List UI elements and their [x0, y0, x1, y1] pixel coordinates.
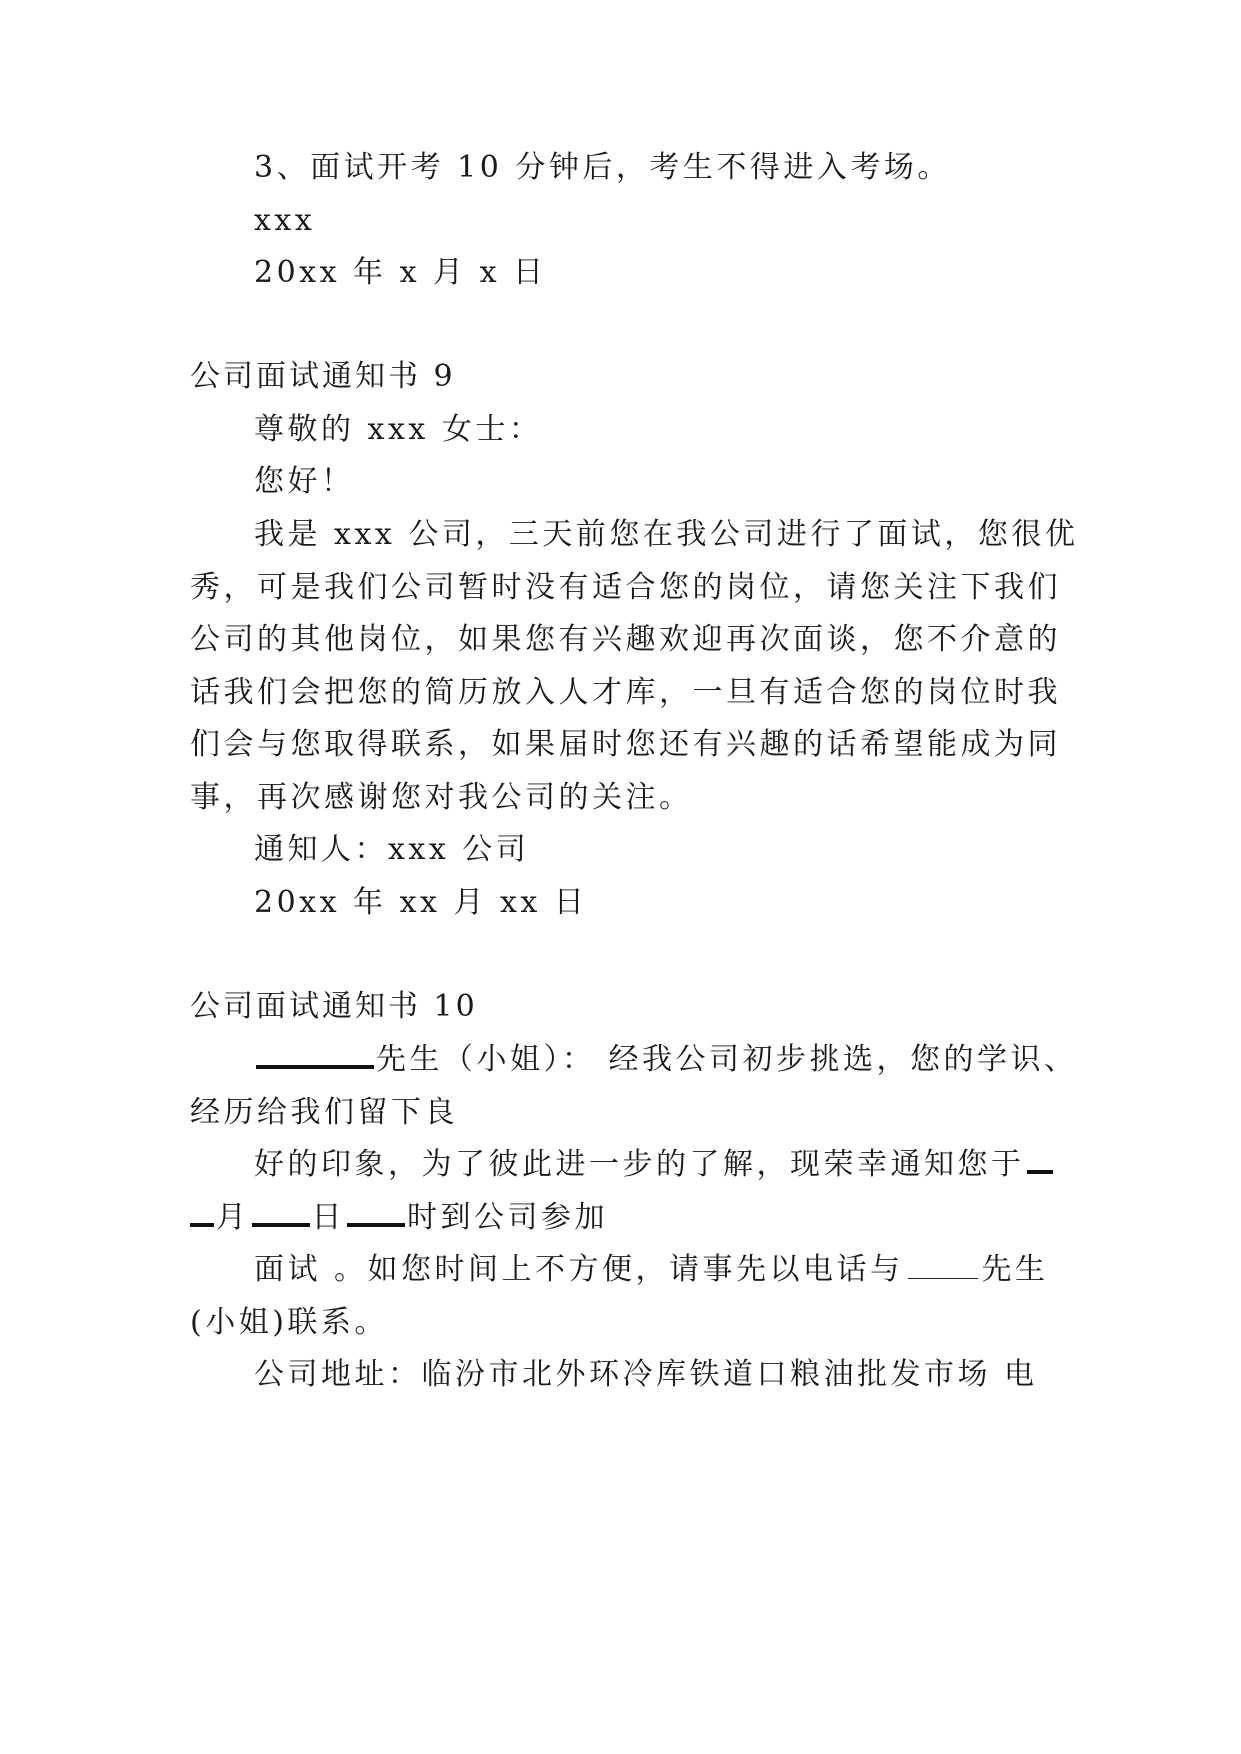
body-line-5: 们会与您取得联系，如果届时您还有兴趣的话希望能成为同: [190, 727, 1061, 762]
signature-name: xxx: [254, 203, 316, 238]
body10-line-3: [190, 1145, 1116, 1185]
day-label: 日: [311, 1200, 345, 1235]
month-blank-start: [1027, 1146, 1053, 1174]
name-blank: [256, 1041, 374, 1069]
month-blank-end: [190, 1199, 214, 1227]
section-title-10: 公司面试通知书 10: [190, 989, 478, 1024]
body10-line-6: (小姐)联系。: [190, 1305, 388, 1340]
salutation-line: [190, 1040, 1116, 1080]
contact-text: 面试 。如您时间上不方便，请事先以电话与: [254, 1252, 904, 1287]
body10-line-4: [190, 1198, 1052, 1238]
day-blank: [252, 1199, 310, 1227]
body-line-2: 秀，可是我们公司暂时没有适合您的岗位，请您关注下我们: [190, 570, 1061, 605]
month-label: 月: [216, 1200, 250, 1235]
greeting-line: 尊敬的 xxx 女士：: [254, 412, 543, 447]
body-line-1: 我是 xxx 公司，三天前您在我公司进行了面试，您很优: [254, 517, 1079, 552]
signature-date: 20xx 年 x 月 x 日: [254, 255, 547, 290]
body-line-6: 事，再次感谢您对我公司的关注。: [190, 780, 693, 815]
company-address: 公司地址：临汾市北外环冷库铁道口粮油批发市场 电: [254, 1357, 1038, 1392]
paragraph-rule-3: 3、面试开考 10 分钟后，考生不得进入考场。: [254, 150, 951, 185]
hello-line: 您好！: [254, 464, 355, 499]
salutation-text: 先生（小姐）： 经我公司初步挑选，您的学识、: [376, 1042, 1078, 1077]
body-line-4: 话我们会把您的简历放入人才库，一旦有适合您的岗位时我: [190, 675, 1061, 710]
body10-line-5: [190, 1250, 1116, 1290]
body10-line-2: 经历给我们留下良: [190, 1095, 458, 1130]
contact-title: 先生: [981, 1252, 1049, 1287]
notice-date: 20xx 年 xx 月 xx 日: [254, 885, 588, 920]
contact-blank: [908, 1252, 978, 1279]
time-text: 时到公司参加: [407, 1200, 608, 1235]
notifier-line: 通知人：xxx 公司: [254, 832, 530, 867]
hour-blank: [347, 1199, 405, 1227]
body-line-3: 公司的其他岗位，如果您有兴趣欢迎再次面谈，您不介意的: [190, 622, 1061, 657]
section-title-9: 公司面试通知书 9: [190, 359, 456, 394]
invitation-text: 好的印象，为了彼此进一步的了解，现荣幸通知您于: [254, 1147, 1025, 1182]
